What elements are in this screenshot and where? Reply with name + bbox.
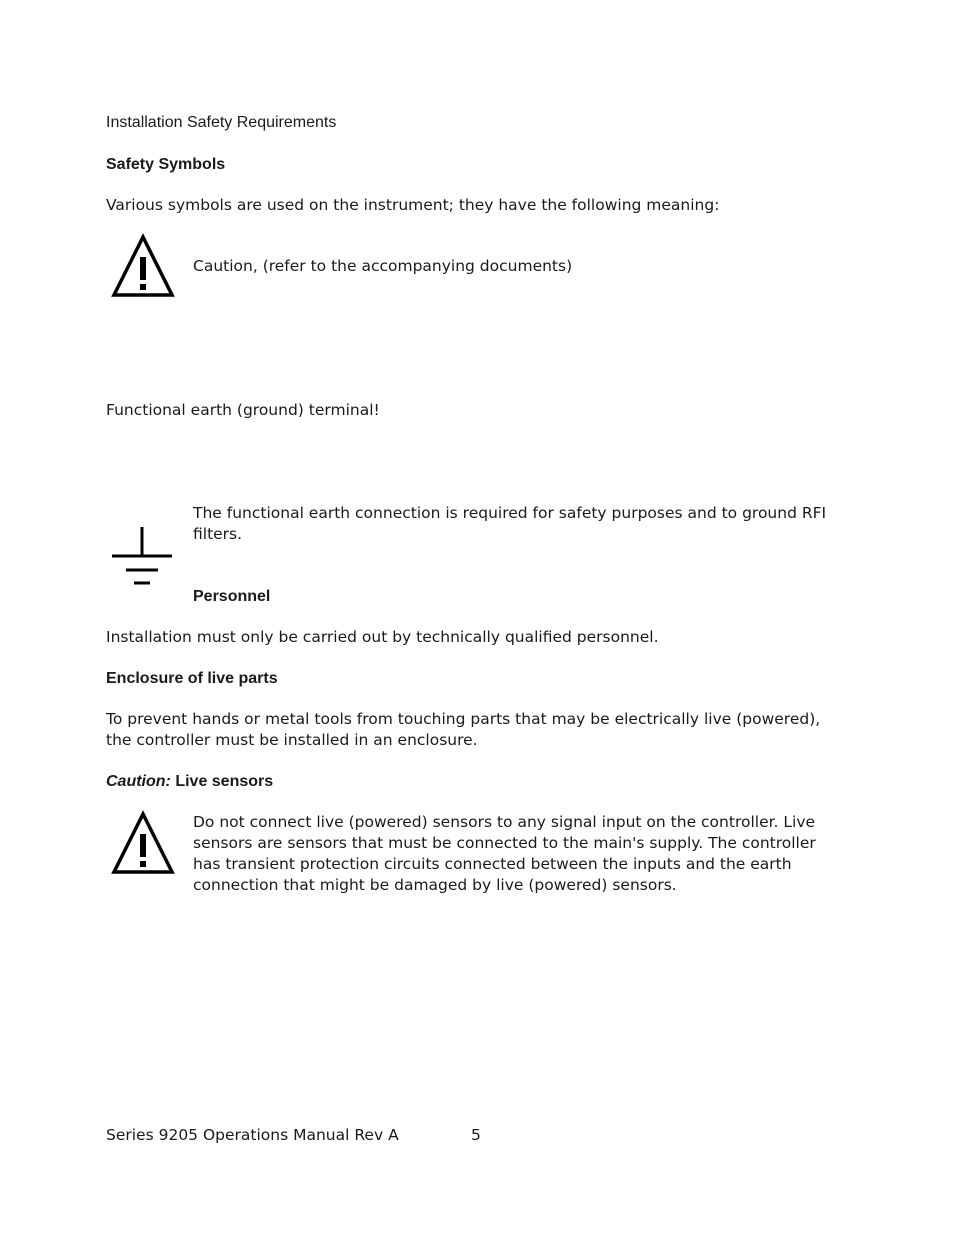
enclosure-heading: Enclosure of live parts (106, 670, 278, 687)
personnel-text: Installation must only be carried out by technically qualified personnel. (106, 628, 659, 646)
ground-icon (110, 525, 174, 589)
section-title: Installation Safety Requirements (106, 114, 337, 131)
caution-triangle-icon (110, 810, 176, 876)
safety-symbols-intro: Various symbols are used on the instrument; they have the following meaning: (106, 196, 720, 214)
functional-earth-title: Functional earth (ground) terminal! (106, 401, 380, 419)
live-sensors-heading (106, 771, 273, 792)
safety-symbols-heading: Safety Symbols (106, 156, 226, 173)
caution-text: Caution, (refer to the accompanying documents) (193, 257, 573, 275)
functional-earth-description: The functional earth connection is required for safety purposes and to ground RFI filters. (193, 504, 827, 543)
live-sensors-heading-prefix: Caution: (106, 773, 171, 790)
enclosure-text: To prevent hands or metal tools from touching parts that may be electrically live (powered), the controller must be installed in an enclosure. (106, 710, 821, 749)
live-sensors-heading-rest: Live sensors (170, 773, 274, 790)
caution-triangle-icon (110, 233, 176, 299)
footer-manual: Series 9205 Operations Manual Rev A (106, 1126, 399, 1144)
personnel-heading: Personnel (193, 588, 271, 605)
footer-page-number: 5 (471, 1126, 481, 1144)
live-sensors-text: Do not connect live (powered) sensors to any signal input on the controller. Live sensors are sensors that must be connected to the main's supply. The controller has transient protection circuits connected between the inputs and the earth connection that might be damaged by live (powered) sensors. (193, 813, 816, 894)
